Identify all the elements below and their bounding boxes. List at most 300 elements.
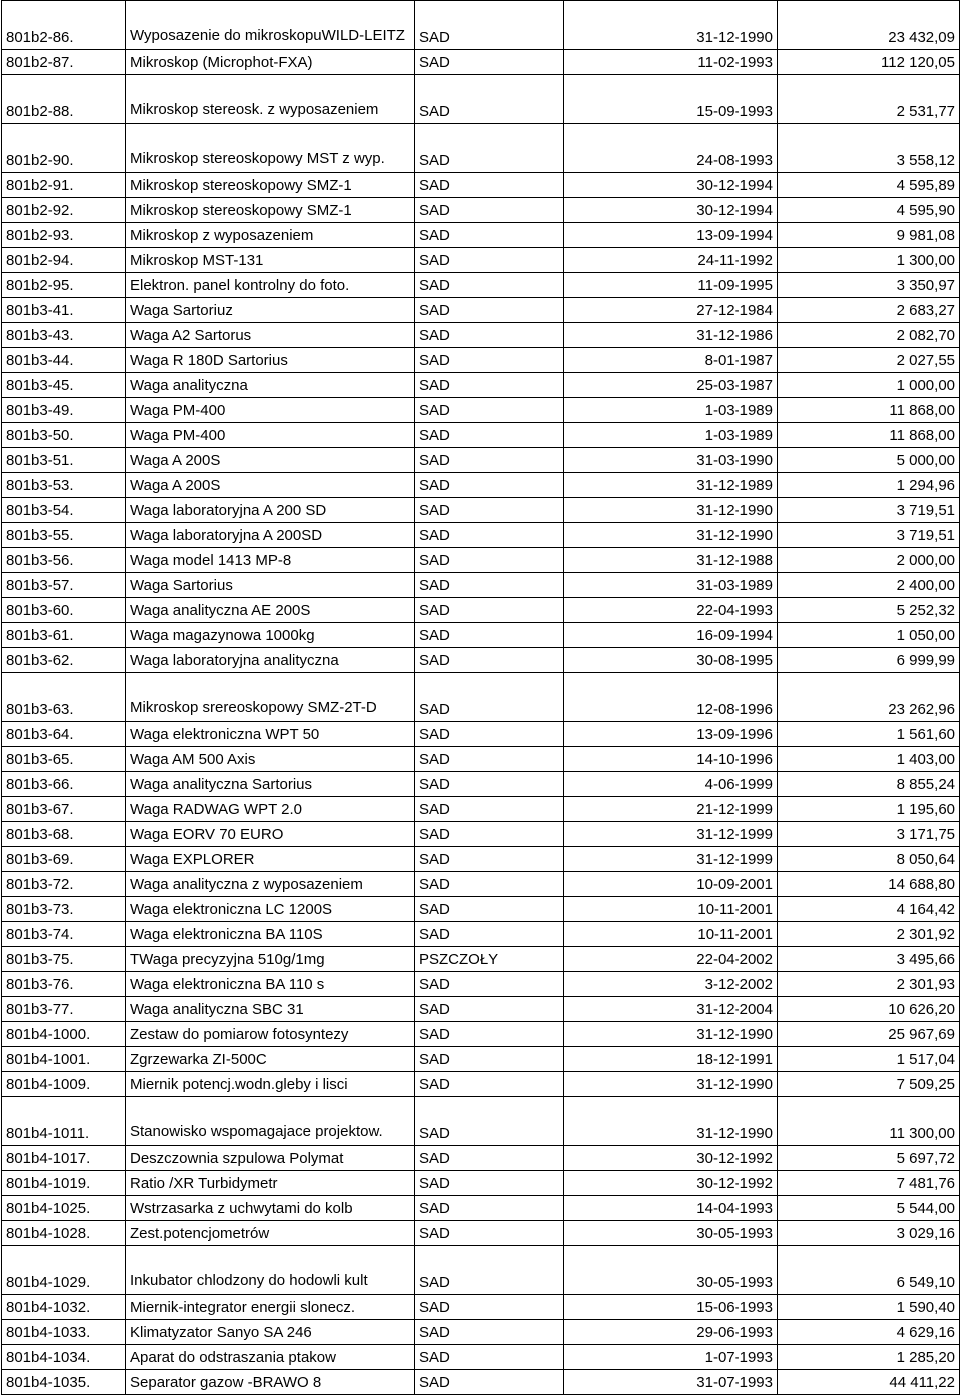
location-cell: SAD bbox=[415, 1295, 564, 1320]
inventory-number-cell: 801b4-1033. bbox=[2, 1320, 126, 1345]
location-cell: SAD bbox=[415, 548, 564, 573]
date-cell: 22-04-2002 bbox=[564, 947, 778, 972]
location-cell: SAD bbox=[415, 598, 564, 623]
date-cell: 30-12-1992 bbox=[564, 1171, 778, 1196]
value-cell: 3 495,66 bbox=[778, 947, 960, 972]
item-name-cell: Waga A2 Sartorus bbox=[126, 323, 415, 348]
location-cell: SAD bbox=[415, 398, 564, 423]
location-cell: PSZCZOŁY bbox=[415, 947, 564, 972]
table-row bbox=[2, 173, 960, 198]
table-row bbox=[2, 448, 960, 473]
value-cell: 11 868,00 bbox=[778, 398, 960, 423]
item-name-cell: Waga elektroniczna BA 110S bbox=[126, 922, 415, 947]
date-cell: 31-12-1990 bbox=[564, 1072, 778, 1097]
value-cell: 11 300,00 bbox=[778, 1097, 960, 1146]
location-cell: SAD bbox=[415, 1171, 564, 1196]
table-row bbox=[2, 722, 960, 747]
item-name-cell: Wyposazenie do mikroskopuWILD-LEITZ bbox=[126, 1, 415, 50]
value-cell: 1 590,40 bbox=[778, 1295, 960, 1320]
date-cell: 31-07-1993 bbox=[564, 1370, 778, 1395]
table-row bbox=[2, 1246, 960, 1295]
location-cell: SAD bbox=[415, 872, 564, 897]
value-cell: 25 967,69 bbox=[778, 1022, 960, 1047]
item-name-cell: Waga Sartoriuz bbox=[126, 298, 415, 323]
inventory-number-cell: 801b4-1011. bbox=[2, 1097, 126, 1146]
table-row bbox=[2, 373, 960, 398]
location-cell: SAD bbox=[415, 1, 564, 50]
value-cell: 3 719,51 bbox=[778, 498, 960, 523]
table-row bbox=[2, 972, 960, 997]
location-cell: SAD bbox=[415, 648, 564, 673]
date-cell: 14-04-1993 bbox=[564, 1196, 778, 1221]
date-cell: 30-05-1993 bbox=[564, 1246, 778, 1295]
location-cell: SAD bbox=[415, 722, 564, 747]
table-row bbox=[2, 50, 960, 75]
value-cell: 4 164,42 bbox=[778, 897, 960, 922]
value-cell: 1 403,00 bbox=[778, 747, 960, 772]
table-row bbox=[2, 897, 960, 922]
inventory-rows bbox=[2, 1, 960, 1395]
date-cell: 31-12-1990 bbox=[564, 523, 778, 548]
date-cell: 14-10-1996 bbox=[564, 747, 778, 772]
location-cell: SAD bbox=[415, 75, 564, 124]
table-row bbox=[2, 323, 960, 348]
inventory-table bbox=[1, 0, 960, 1395]
location-cell: SAD bbox=[415, 373, 564, 398]
location-cell: SAD bbox=[415, 847, 564, 872]
value-cell: 9 981,08 bbox=[778, 223, 960, 248]
value-cell: 1 000,00 bbox=[778, 373, 960, 398]
item-name-cell: Waga analityczna SBC 31 bbox=[126, 997, 415, 1022]
inventory-number-cell: 801b2-94. bbox=[2, 248, 126, 273]
date-cell: 10-11-2001 bbox=[564, 922, 778, 947]
location-cell: SAD bbox=[415, 423, 564, 448]
value-cell: 2 027,55 bbox=[778, 348, 960, 373]
table-row bbox=[2, 75, 960, 124]
item-name-cell: Mikroskop stereoskopowy SMZ-1 bbox=[126, 198, 415, 223]
date-cell: 31-12-1990 bbox=[564, 1097, 778, 1146]
inventory-number-cell: 801b3-49. bbox=[2, 398, 126, 423]
inventory-number-cell: 801b3-76. bbox=[2, 972, 126, 997]
date-cell: 30-12-1994 bbox=[564, 198, 778, 223]
date-cell: 25-03-1987 bbox=[564, 373, 778, 398]
inventory-number-cell: 801b3-53. bbox=[2, 473, 126, 498]
value-cell: 8 855,24 bbox=[778, 772, 960, 797]
item-name-cell: Waga A 200S bbox=[126, 473, 415, 498]
inventory-number-cell: 801b2-87. bbox=[2, 50, 126, 75]
table-row bbox=[2, 1171, 960, 1196]
table-row bbox=[2, 1320, 960, 1345]
value-cell: 1 300,00 bbox=[778, 248, 960, 273]
inventory-number-cell: 801b2-95. bbox=[2, 273, 126, 298]
item-name-cell: Waga analityczna AE 200S bbox=[126, 598, 415, 623]
item-name-cell: Mikroskop MST-131 bbox=[126, 248, 415, 273]
table-row bbox=[2, 124, 960, 173]
inventory-number-cell: 801b4-1000. bbox=[2, 1022, 126, 1047]
location-cell: SAD bbox=[415, 623, 564, 648]
date-cell: 1-07-1993 bbox=[564, 1345, 778, 1370]
location-cell: SAD bbox=[415, 248, 564, 273]
date-cell: 30-08-1995 bbox=[564, 648, 778, 673]
inventory-number-cell: 801b3-69. bbox=[2, 847, 126, 872]
value-cell: 3 350,97 bbox=[778, 273, 960, 298]
table-row bbox=[2, 398, 960, 423]
table-row bbox=[2, 223, 960, 248]
date-cell: 16-09-1994 bbox=[564, 623, 778, 648]
date-cell: 12-08-1996 bbox=[564, 673, 778, 722]
location-cell: SAD bbox=[415, 1221, 564, 1246]
inventory-number-cell: 801b3-74. bbox=[2, 922, 126, 947]
inventory-number-cell: 801b4-1025. bbox=[2, 1196, 126, 1221]
table-row bbox=[2, 573, 960, 598]
location-cell: SAD bbox=[415, 448, 564, 473]
location-cell: SAD bbox=[415, 323, 564, 348]
inventory-number-cell: 801b3-61. bbox=[2, 623, 126, 648]
inventory-number-cell: 801b3-54. bbox=[2, 498, 126, 523]
table-row bbox=[2, 198, 960, 223]
value-cell: 1 285,20 bbox=[778, 1345, 960, 1370]
inventory-number-cell: 801b2-90. bbox=[2, 124, 126, 173]
date-cell: 30-12-1992 bbox=[564, 1146, 778, 1171]
table-row bbox=[2, 548, 960, 573]
item-name-cell: Zgrzewarka ZI-500C bbox=[126, 1047, 415, 1072]
item-name-cell: Waga elektroniczna WPT 50 bbox=[126, 722, 415, 747]
table-row bbox=[2, 922, 960, 947]
date-cell: 22-04-1993 bbox=[564, 598, 778, 623]
inventory-number-cell: 801b2-91. bbox=[2, 173, 126, 198]
inventory-number-cell: 801b3-65. bbox=[2, 747, 126, 772]
location-cell: SAD bbox=[415, 797, 564, 822]
inventory-number-cell: 801b3-73. bbox=[2, 897, 126, 922]
inventory-number-cell: 801b4-1035. bbox=[2, 1370, 126, 1395]
value-cell: 1 294,96 bbox=[778, 473, 960, 498]
date-cell: 15-06-1993 bbox=[564, 1295, 778, 1320]
item-name-cell: TWaga precyzyjna 510g/1mg bbox=[126, 947, 415, 972]
table-row bbox=[2, 273, 960, 298]
value-cell: 14 688,80 bbox=[778, 872, 960, 897]
date-cell: 31-12-1990 bbox=[564, 1, 778, 50]
date-cell: 13-09-1994 bbox=[564, 223, 778, 248]
value-cell: 10 626,20 bbox=[778, 997, 960, 1022]
item-name-cell: Waga magazynowa 1000kg bbox=[126, 623, 415, 648]
location-cell: SAD bbox=[415, 1072, 564, 1097]
item-name-cell: Mikroskop stereoskopowy SMZ-1 bbox=[126, 173, 415, 198]
value-cell: 11 868,00 bbox=[778, 423, 960, 448]
item-name-cell: Aparat do odstraszania ptakow bbox=[126, 1345, 415, 1370]
date-cell: 29-06-1993 bbox=[564, 1320, 778, 1345]
date-cell: 31-12-1990 bbox=[564, 1022, 778, 1047]
inventory-number-cell: 801b3-63. bbox=[2, 673, 126, 722]
item-name-cell: Waga EORV 70 EURO bbox=[126, 822, 415, 847]
date-cell: 31-03-1989 bbox=[564, 573, 778, 598]
inventory-number-cell: 801b3-57. bbox=[2, 573, 126, 598]
inventory-number-cell: 801b4-1001. bbox=[2, 1047, 126, 1072]
table-row bbox=[2, 822, 960, 847]
inventory-number-cell: 801b3-62. bbox=[2, 648, 126, 673]
location-cell: SAD bbox=[415, 1246, 564, 1295]
date-cell: 21-12-1999 bbox=[564, 797, 778, 822]
inventory-number-cell: 801b3-75. bbox=[2, 947, 126, 972]
inventory-number-cell: 801b3-43. bbox=[2, 323, 126, 348]
date-cell: 24-08-1993 bbox=[564, 124, 778, 173]
value-cell: 112 120,05 bbox=[778, 50, 960, 75]
item-name-cell: Waga AM 500 Axis bbox=[126, 747, 415, 772]
date-cell: 31-12-1989 bbox=[564, 473, 778, 498]
table-row bbox=[2, 248, 960, 273]
table-row bbox=[2, 747, 960, 772]
location-cell: SAD bbox=[415, 223, 564, 248]
inventory-number-cell: 801b3-64. bbox=[2, 722, 126, 747]
table-row bbox=[2, 797, 960, 822]
item-name-cell: Miernik potencj.wodn.gleby i lisci bbox=[126, 1072, 415, 1097]
date-cell: 10-09-2001 bbox=[564, 872, 778, 897]
location-cell: SAD bbox=[415, 523, 564, 548]
value-cell: 2 082,70 bbox=[778, 323, 960, 348]
inventory-number-cell: 801b3-66. bbox=[2, 772, 126, 797]
location-cell: SAD bbox=[415, 173, 564, 198]
value-cell: 23 262,96 bbox=[778, 673, 960, 722]
table-row bbox=[2, 947, 960, 972]
location-cell: SAD bbox=[415, 747, 564, 772]
item-name-cell: Zestaw do pomiarow fotosyntezy bbox=[126, 1022, 415, 1047]
table-row bbox=[2, 872, 960, 897]
table-row bbox=[2, 673, 960, 722]
item-name-cell: Klimatyzator Sanyo SA 246 bbox=[126, 1320, 415, 1345]
item-name-cell: Waga elektroniczna LC 1200S bbox=[126, 897, 415, 922]
location-cell: SAD bbox=[415, 198, 564, 223]
location-cell: SAD bbox=[415, 124, 564, 173]
item-name-cell: Waga EXPLORER bbox=[126, 847, 415, 872]
location-cell: SAD bbox=[415, 50, 564, 75]
date-cell: 27-12-1984 bbox=[564, 298, 778, 323]
value-cell: 4 595,90 bbox=[778, 198, 960, 223]
table-row bbox=[2, 997, 960, 1022]
item-name-cell: Miernik-integrator energii slonecz. bbox=[126, 1295, 415, 1320]
table-row bbox=[2, 1022, 960, 1047]
value-cell: 3 029,16 bbox=[778, 1221, 960, 1246]
date-cell: 10-11-2001 bbox=[564, 897, 778, 922]
value-cell: 6 999,99 bbox=[778, 648, 960, 673]
value-cell: 8 050,64 bbox=[778, 847, 960, 872]
table-row bbox=[2, 847, 960, 872]
item-name-cell: Zest.potencjometrów bbox=[126, 1221, 415, 1246]
value-cell: 1 517,04 bbox=[778, 1047, 960, 1072]
value-cell: 1 050,00 bbox=[778, 623, 960, 648]
table-row bbox=[2, 1072, 960, 1097]
inventory-number-cell: 801b3-55. bbox=[2, 523, 126, 548]
item-name-cell: Waga Sartorius bbox=[126, 573, 415, 598]
item-name-cell: Waga PM-400 bbox=[126, 398, 415, 423]
inventory-number-cell: 801b4-1009. bbox=[2, 1072, 126, 1097]
inventory-number-cell: 801b4-1017. bbox=[2, 1146, 126, 1171]
date-cell: 31-12-1999 bbox=[564, 822, 778, 847]
value-cell: 2 000,00 bbox=[778, 548, 960, 573]
item-name-cell: Waga laboratoryjna analityczna bbox=[126, 648, 415, 673]
value-cell: 2 400,00 bbox=[778, 573, 960, 598]
date-cell: 4-06-1999 bbox=[564, 772, 778, 797]
inventory-number-cell: 801b2-92. bbox=[2, 198, 126, 223]
table-row bbox=[2, 473, 960, 498]
item-name-cell: Waga R 180D Sartorius bbox=[126, 348, 415, 373]
item-name-cell: Waga elektroniczna BA 110 s bbox=[126, 972, 415, 997]
table-row bbox=[2, 298, 960, 323]
location-cell: SAD bbox=[415, 573, 564, 598]
table-row bbox=[2, 1295, 960, 1320]
date-cell: 24-11-1992 bbox=[564, 248, 778, 273]
date-cell: 11-09-1995 bbox=[564, 273, 778, 298]
table-row bbox=[2, 1196, 960, 1221]
date-cell: 11-02-1993 bbox=[564, 50, 778, 75]
item-name-cell: Waga PM-400 bbox=[126, 423, 415, 448]
location-cell: SAD bbox=[415, 348, 564, 373]
date-cell: 3-12-2002 bbox=[564, 972, 778, 997]
value-cell: 2 301,92 bbox=[778, 922, 960, 947]
table-row bbox=[2, 523, 960, 548]
location-cell: SAD bbox=[415, 972, 564, 997]
location-cell: SAD bbox=[415, 1345, 564, 1370]
item-name-cell: Mikroskop (Microphot-FXA) bbox=[126, 50, 415, 75]
inventory-number-cell: 801b4-1034. bbox=[2, 1345, 126, 1370]
item-name-cell: Waga A 200S bbox=[126, 448, 415, 473]
date-cell: 31-12-1986 bbox=[564, 323, 778, 348]
date-cell: 30-05-1993 bbox=[564, 1221, 778, 1246]
value-cell: 3 171,75 bbox=[778, 822, 960, 847]
location-cell: SAD bbox=[415, 498, 564, 523]
table-row bbox=[2, 772, 960, 797]
value-cell: 23 432,09 bbox=[778, 1, 960, 50]
table-row bbox=[2, 648, 960, 673]
value-cell: 5 697,72 bbox=[778, 1146, 960, 1171]
table-row bbox=[2, 348, 960, 373]
item-name-cell: Waga analityczna z wyposazeniem bbox=[126, 872, 415, 897]
location-cell: SAD bbox=[415, 922, 564, 947]
inventory-number-cell: 801b2-88. bbox=[2, 75, 126, 124]
item-name-cell: Stanowisko wspomagajace projektow. bbox=[126, 1097, 415, 1146]
item-name-cell: Mikroskop srereoskopowy SMZ-2T-D bbox=[126, 673, 415, 722]
item-name-cell: Waga RADWAG WPT 2.0 bbox=[126, 797, 415, 822]
date-cell: 18-12-1991 bbox=[564, 1047, 778, 1072]
table-row bbox=[2, 1345, 960, 1370]
value-cell: 44 411,22 bbox=[778, 1370, 960, 1395]
item-name-cell: Deszczownia szpulowa Polymat bbox=[126, 1146, 415, 1171]
location-cell: SAD bbox=[415, 1146, 564, 1171]
inventory-number-cell: 801b3-77. bbox=[2, 997, 126, 1022]
inventory-number-cell: 801b2-86. bbox=[2, 1, 126, 50]
item-name-cell: Waga laboratoryjna A 200SD bbox=[126, 523, 415, 548]
date-cell: 1-03-1989 bbox=[564, 398, 778, 423]
location-cell: SAD bbox=[415, 1320, 564, 1345]
location-cell: SAD bbox=[415, 772, 564, 797]
date-cell: 31-12-2004 bbox=[564, 997, 778, 1022]
location-cell: SAD bbox=[415, 1097, 564, 1146]
table-row bbox=[2, 498, 960, 523]
location-cell: SAD bbox=[415, 673, 564, 722]
date-cell: 31-03-1990 bbox=[564, 448, 778, 473]
inventory-number-cell: 801b3-67. bbox=[2, 797, 126, 822]
date-cell: 31-12-1999 bbox=[564, 847, 778, 872]
location-cell: SAD bbox=[415, 822, 564, 847]
value-cell: 2 683,27 bbox=[778, 298, 960, 323]
item-name-cell: Mikroskop stereoskopowy MST z wyp. bbox=[126, 124, 415, 173]
inventory-number-cell: 801b3-45. bbox=[2, 373, 126, 398]
item-name-cell: Waga analityczna Sartorius bbox=[126, 772, 415, 797]
inventory-number-cell: 801b4-1019. bbox=[2, 1171, 126, 1196]
value-cell: 4 629,16 bbox=[778, 1320, 960, 1345]
value-cell: 5 544,00 bbox=[778, 1196, 960, 1221]
value-cell: 3 719,51 bbox=[778, 523, 960, 548]
value-cell: 3 558,12 bbox=[778, 124, 960, 173]
inventory-number-cell: 801b3-44. bbox=[2, 348, 126, 373]
item-name-cell: Waga laboratoryjna A 200 SD bbox=[126, 498, 415, 523]
location-cell: SAD bbox=[415, 273, 564, 298]
date-cell: 30-12-1994 bbox=[564, 173, 778, 198]
inventory-number-cell: 801b4-1029. bbox=[2, 1246, 126, 1295]
table-row bbox=[2, 1047, 960, 1072]
item-name-cell: Mikroskop z wyposazeniem bbox=[126, 223, 415, 248]
value-cell: 2 301,93 bbox=[778, 972, 960, 997]
table-row bbox=[2, 598, 960, 623]
table-row bbox=[2, 623, 960, 648]
item-name-cell: Waga model 1413 MP-8 bbox=[126, 548, 415, 573]
item-name-cell: Mikroskop stereosk. z wyposazeniem bbox=[126, 75, 415, 124]
table-row bbox=[2, 1146, 960, 1171]
date-cell: 1-03-1989 bbox=[564, 423, 778, 448]
item-name-cell: Waga analityczna bbox=[126, 373, 415, 398]
inventory-number-cell: 801b2-93. bbox=[2, 223, 126, 248]
item-name-cell: Elektron. panel kontrolny do foto. bbox=[126, 273, 415, 298]
value-cell: 1 195,60 bbox=[778, 797, 960, 822]
location-cell: SAD bbox=[415, 997, 564, 1022]
location-cell: SAD bbox=[415, 298, 564, 323]
value-cell: 4 595,89 bbox=[778, 173, 960, 198]
item-name-cell: Wstrzasarka z uchwytami do kolb bbox=[126, 1196, 415, 1221]
date-cell: 31-12-1988 bbox=[564, 548, 778, 573]
location-cell: SAD bbox=[415, 1196, 564, 1221]
value-cell: 6 549,10 bbox=[778, 1246, 960, 1295]
table-row bbox=[2, 1097, 960, 1146]
item-name-cell: Separator gazow -BRAWO 8 bbox=[126, 1370, 415, 1395]
value-cell: 5 252,32 bbox=[778, 598, 960, 623]
location-cell: SAD bbox=[415, 897, 564, 922]
date-cell: 13-09-1996 bbox=[564, 722, 778, 747]
inventory-number-cell: 801b3-51. bbox=[2, 448, 126, 473]
date-cell: 15-09-1993 bbox=[564, 75, 778, 124]
date-cell: 8-01-1987 bbox=[564, 348, 778, 373]
value-cell: 5 000,00 bbox=[778, 448, 960, 473]
table-row bbox=[2, 1370, 960, 1395]
location-cell: SAD bbox=[415, 1022, 564, 1047]
table-row bbox=[2, 1, 960, 50]
item-name-cell: Inkubator chlodzony do hodowli kult bbox=[126, 1246, 415, 1295]
inventory-number-cell: 801b3-41. bbox=[2, 298, 126, 323]
table-row bbox=[2, 1221, 960, 1246]
date-cell: 31-12-1990 bbox=[564, 498, 778, 523]
location-cell: SAD bbox=[415, 1047, 564, 1072]
item-name-cell: Ratio /XR Turbidymetr bbox=[126, 1171, 415, 1196]
value-cell: 1 561,60 bbox=[778, 722, 960, 747]
table-row bbox=[2, 423, 960, 448]
value-cell: 7 481,76 bbox=[778, 1171, 960, 1196]
inventory-number-cell: 801b3-56. bbox=[2, 548, 126, 573]
inventory-number-cell: 801b3-68. bbox=[2, 822, 126, 847]
inventory-number-cell: 801b3-50. bbox=[2, 423, 126, 448]
location-cell: SAD bbox=[415, 473, 564, 498]
value-cell: 7 509,25 bbox=[778, 1072, 960, 1097]
inventory-number-cell: 801b4-1032. bbox=[2, 1295, 126, 1320]
value-cell: 2 531,77 bbox=[778, 75, 960, 124]
inventory-number-cell: 801b3-60. bbox=[2, 598, 126, 623]
inventory-number-cell: 801b4-1028. bbox=[2, 1221, 126, 1246]
